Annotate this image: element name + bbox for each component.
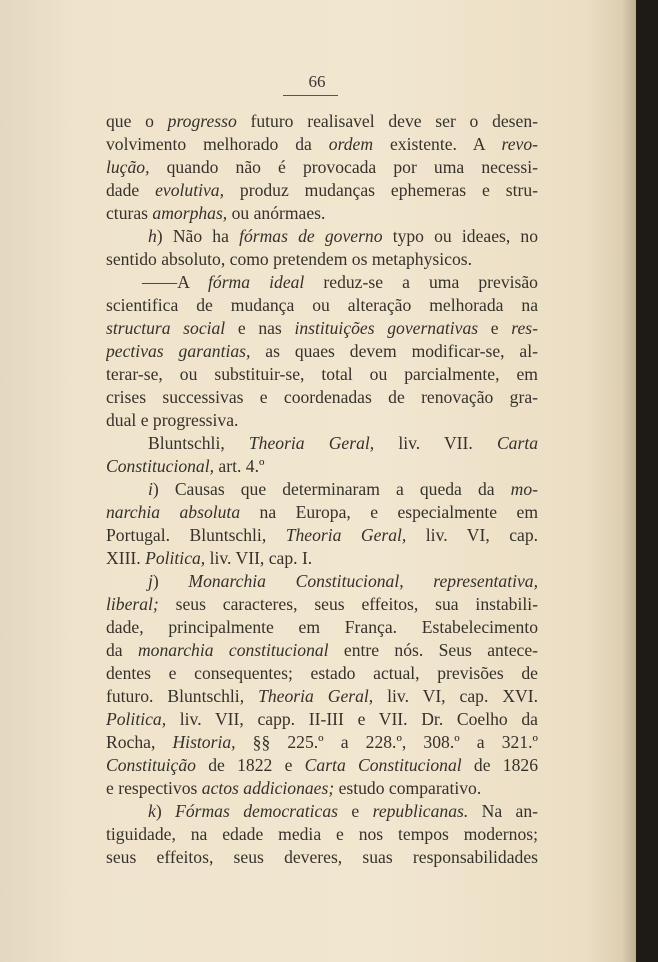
- italic-run: k: [148, 801, 156, 821]
- text-run: liv. VI, cap.: [406, 525, 538, 545]
- text-run: de 1822 e: [195, 755, 305, 775]
- text-run: reduz-se a uma previsão: [304, 272, 538, 292]
- italic-run: j: [148, 571, 153, 591]
- italic-run: fórmas de governo: [239, 226, 383, 246]
- text-run: cturas: [106, 203, 153, 223]
- italic-run: structura social: [106, 318, 226, 338]
- italic-run: instituições governativas: [294, 318, 479, 338]
- text-run: dade, principalmente em França. Estabelecimento: [106, 617, 538, 637]
- text-run: Portugal. Bluntschli,: [106, 525, 286, 545]
- italic-run: Theoria Geral,: [285, 525, 407, 545]
- italic-run: Constitucional,: [106, 456, 215, 476]
- italic-run: Fórmas democraticas: [175, 801, 339, 821]
- text-run: ) Não ha: [156, 226, 240, 246]
- text-run: liv. VII.: [374, 433, 497, 453]
- text-line: [106, 547, 538, 570]
- text-run: liv. VII, cap. I.: [205, 548, 313, 568]
- text-line: [106, 823, 538, 846]
- paragraph-j: [106, 570, 538, 593]
- text-run: crises successivas e coordenadas de renovação gra-: [106, 387, 538, 407]
- italic-run: progresso: [167, 111, 237, 131]
- text-line: [106, 202, 538, 225]
- text-run: estudo comparativo.: [334, 778, 482, 798]
- text-run: seus caracteres, seus effeitos, sua instabili-: [158, 594, 538, 614]
- text-line: [106, 156, 538, 179]
- text-run: quando não é provocada por uma necessi-: [149, 157, 538, 177]
- italic-run: monarchia constitucional: [137, 640, 329, 660]
- text-line: [106, 593, 538, 616]
- text-run: typo ou ideaes, no: [382, 226, 538, 246]
- body-text: [106, 110, 538, 869]
- italic-run: Theoria Geral,: [258, 686, 374, 706]
- text-run: scientifica de mudança ou alteração melhorada na: [106, 295, 538, 315]
- paragraph-h: [106, 225, 538, 248]
- text-line: [106, 777, 538, 800]
- text-run: Na an-: [468, 801, 538, 821]
- text-line: [106, 662, 538, 685]
- text-run: dentes e consequentes; estado actual, previsões de: [106, 663, 538, 683]
- italic-run: narchia absoluta: [106, 502, 241, 522]
- text-run: na Europa, e especialmente em: [240, 502, 538, 522]
- text-run: ): [155, 801, 176, 821]
- page-number: 66: [308, 72, 326, 91]
- italic-run: revo-: [501, 134, 538, 154]
- text-run: Bluntschli,: [148, 433, 249, 453]
- text-run: §§ 225.º a 228.º, 308.º a 321.º: [235, 732, 538, 752]
- reference-line: [106, 455, 538, 478]
- italic-run: amorphas,: [152, 203, 228, 223]
- reference-line: [106, 432, 538, 455]
- text-run: e: [338, 801, 373, 821]
- text-run: de 1826: [461, 755, 538, 775]
- text-run: e respectivos: [106, 778, 202, 798]
- text-run: sentido absoluto, como pretendem os metaphysicos.: [106, 249, 472, 269]
- paragraph-i: [106, 478, 538, 501]
- text-line: [106, 685, 538, 708]
- text-run: ) Causas que determinaram a queda da: [152, 479, 511, 499]
- text-line: [106, 317, 538, 340]
- text-run: e nas: [225, 318, 295, 338]
- text-line: [106, 133, 538, 156]
- text-run: da: [106, 640, 138, 660]
- italic-run: ordem: [328, 134, 374, 154]
- text-line: [106, 386, 538, 409]
- text-line: [106, 363, 538, 386]
- italic-run: lução,: [106, 157, 150, 177]
- italic-run: mo-: [510, 479, 538, 499]
- text-run: Rocha,: [106, 732, 173, 752]
- text-line: [106, 409, 538, 432]
- text-run: XIII.: [106, 548, 146, 568]
- text-run: liv. VII, capp. II-III e VII. Dr. Coelho da: [166, 709, 538, 729]
- italic-run: res-: [511, 318, 538, 338]
- text-run: ——A: [142, 272, 209, 292]
- italic-run: republicanas.: [372, 801, 469, 821]
- text-run: terar-se, ou substituir-se, total ou parcialmente, em: [106, 364, 538, 384]
- text-line: [106, 248, 538, 271]
- italic-run: evolutiva,: [155, 180, 225, 200]
- text-line: [106, 271, 538, 294]
- italic-run: fórma ideal: [208, 272, 305, 292]
- text-run: e: [478, 318, 512, 338]
- italic-run: Carta Constitucional: [304, 755, 462, 775]
- text-run: produz mudanças ephemeras e stru-: [224, 180, 538, 200]
- text-line: [106, 846, 538, 869]
- italic-run: pectivas garantias,: [106, 341, 251, 361]
- italic-run: i: [148, 479, 153, 499]
- text-run: ou anórmaes.: [227, 203, 326, 223]
- italic-run: Politica,: [145, 548, 206, 568]
- italic-run: liberal;: [106, 594, 159, 614]
- text-line: [106, 340, 538, 363]
- text-run: as quaes devem modificar-se, al-: [250, 341, 538, 361]
- text-run: liv. VI, cap. XVI.: [373, 686, 538, 706]
- text-run: entre nós. Seus antece-: [328, 640, 538, 660]
- text-line: [106, 731, 538, 754]
- header-rule: [283, 95, 338, 96]
- text-line: [106, 616, 538, 639]
- text-run: seus effeitos, seus deveres, suas responsabilidades: [106, 847, 538, 867]
- text-run: tiguidade, na edade media e nos tempos modernos;: [106, 824, 538, 844]
- italic-run: Politica,: [106, 709, 167, 729]
- text-line: [106, 708, 538, 731]
- text-run: futuro. Bluntschli,: [106, 686, 259, 706]
- text-line: [106, 501, 538, 524]
- italic-run: Historia,: [172, 732, 236, 752]
- text-line: [106, 754, 538, 777]
- italic-run: actos addicionaes;: [201, 778, 335, 798]
- text-line: [106, 179, 538, 202]
- text-run: existente. A: [373, 134, 502, 154]
- text-line: [106, 639, 538, 662]
- italic-run: Carta: [496, 433, 538, 453]
- italic-run: Theoria Geral,: [248, 433, 375, 453]
- text-run: futuro realisavel deve ser o desen-: [236, 111, 538, 131]
- text-run: dual e progressiva.: [106, 410, 239, 430]
- text-run: art. 4.º: [214, 456, 265, 476]
- text-run: volvimento melhorado da: [106, 134, 329, 154]
- text-run: dade: [106, 180, 156, 200]
- paragraph-k: [106, 800, 538, 823]
- text-line: [106, 294, 538, 317]
- text-run: que o: [106, 111, 168, 131]
- italic-run: h: [148, 226, 157, 246]
- text-line: [106, 110, 538, 133]
- italic-run: Constituição: [106, 755, 196, 775]
- italic-run: Monarchia Constitucional, representativa,: [188, 571, 538, 591]
- text-line: [106, 524, 538, 547]
- text-run: ): [152, 571, 189, 591]
